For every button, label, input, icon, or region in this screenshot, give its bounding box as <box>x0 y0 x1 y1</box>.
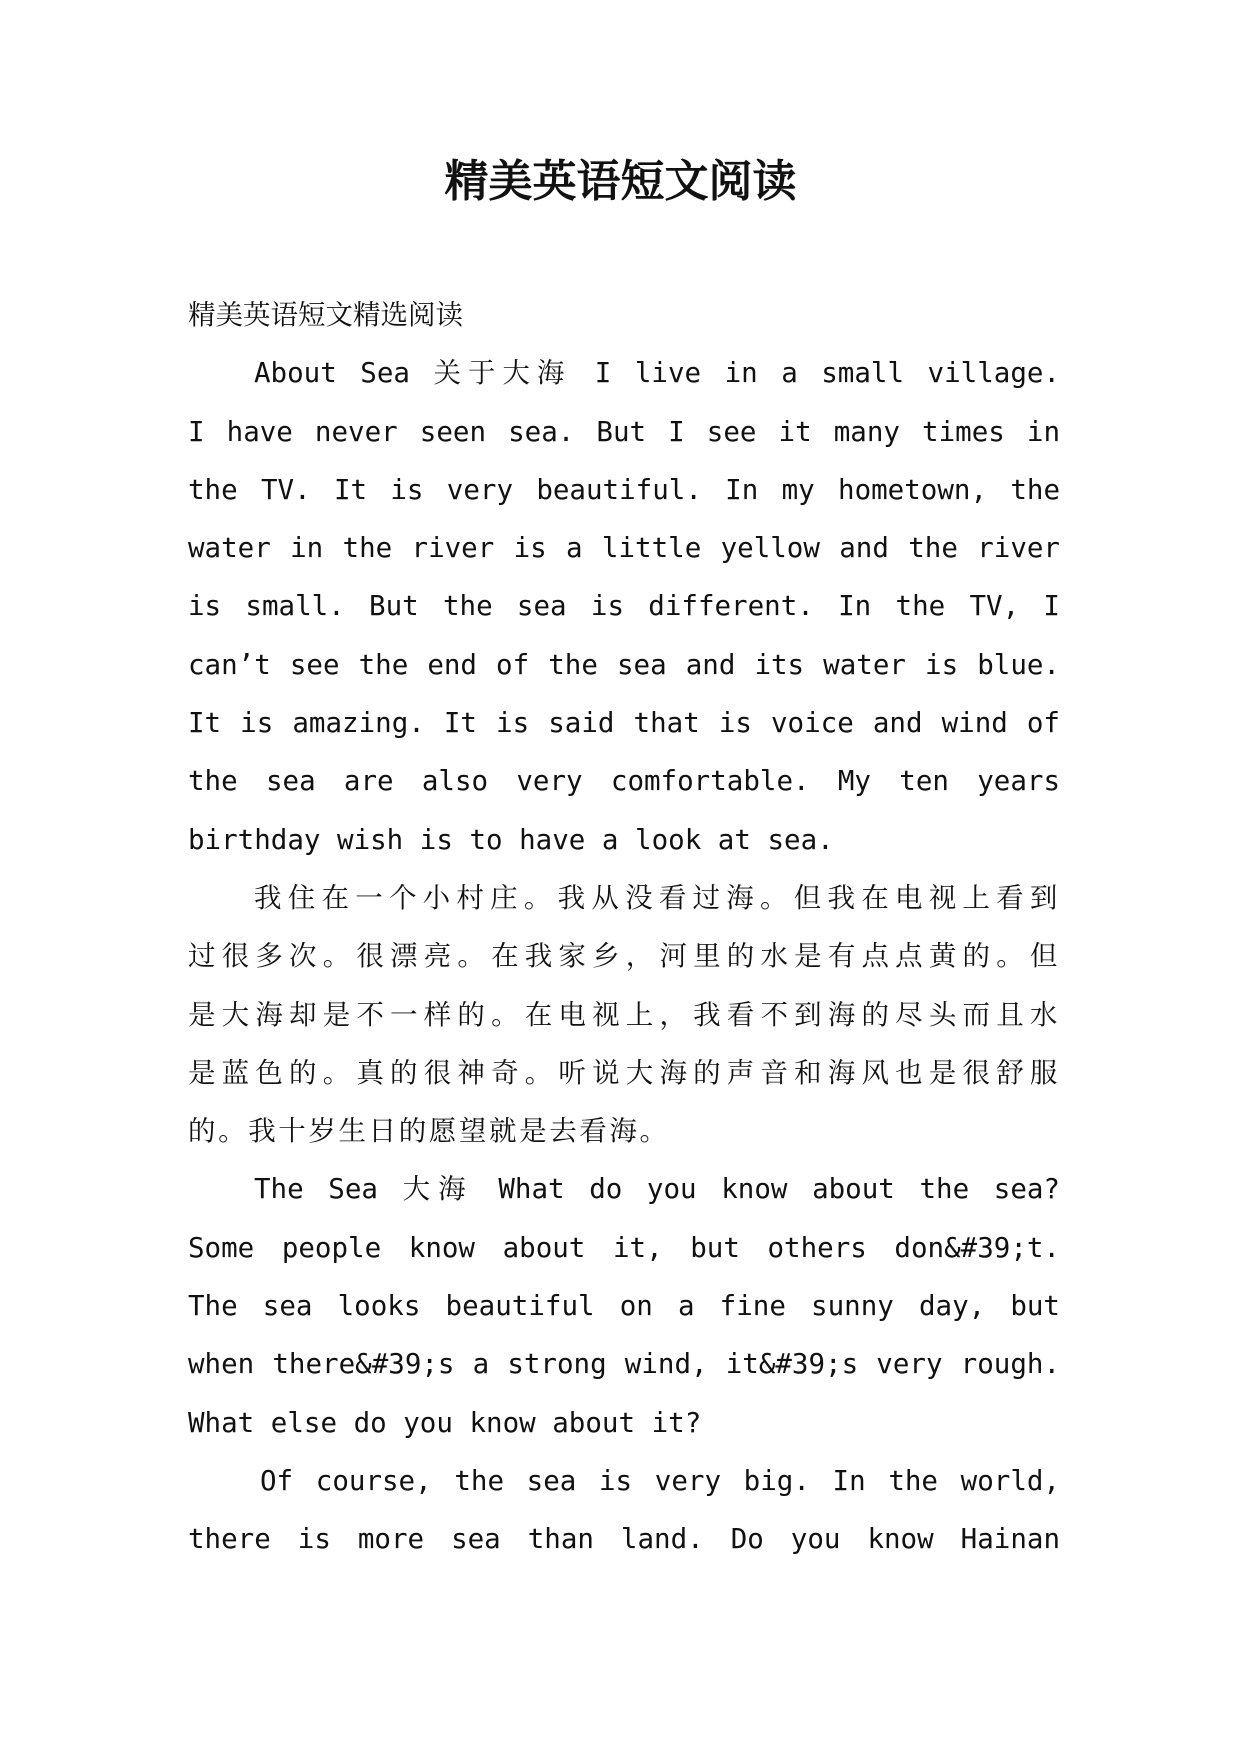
document-body <box>188 286 1060 1569</box>
text-line: The sea looks beautiful on a fine sunny day, but <box>188 1290 1060 1323</box>
paragraph-chinese-translation <box>188 869 1060 1160</box>
text-line: I have never seen sea. But I see it many times in <box>188 415 1060 448</box>
text-line: The Sea 大海 What do you know about the sea? <box>254 1173 1060 1206</box>
text-line: About Sea 关于大海 I live in a small village. <box>254 357 1060 390</box>
text-line: birthday wish is to have a look at sea. <box>188 823 834 856</box>
text-line: 过很多次。很漂亮。在我家乡，河里的水是有点点黄的。但 <box>188 940 1060 973</box>
text-line: Some people know about it, but others don&#39;t. <box>188 1231 1060 1264</box>
text-line: Of course, the sea is very big. In the world, <box>260 1464 1060 1497</box>
text-line: 是大海却是不一样的。在电视上，我看不到海的尽头而且水 <box>188 998 1060 1031</box>
text-line: It is amazing. It is said that is voice and wind of <box>188 707 1060 740</box>
text-line: there is more sea than land. Do you know Hainan <box>188 1523 1060 1556</box>
text-line: 我住在一个小村庄。我从没看过海。但我在电视上看到 <box>254 881 1060 914</box>
text-line: water in the river is a little yellow and the river <box>188 532 1060 565</box>
document-title: 精美英语短文阅读 <box>444 156 797 207</box>
text-line: can’t see the end of the sea and its water is blue. <box>188 648 1060 681</box>
text-line: 的。我十岁生日的愿望就是去看海。 <box>188 1115 670 1148</box>
paragraph-the-sea <box>188 1160 1060 1451</box>
text-line: the TV. It is very beautiful. In my hometown, the <box>188 473 1060 506</box>
text-line: 是蓝色的。真的很神奇。听说大海的声音和海风也是很舒服 <box>188 1056 1060 1089</box>
text-line: when there&#39;s a strong wind, it&#39;s very rough. <box>188 1348 1060 1381</box>
text-line: is small. But the sea is different. In the TV, I <box>188 590 1060 623</box>
paragraph-about-sea <box>188 344 1060 869</box>
text-line: What else do you know about it? <box>188 1406 702 1439</box>
text-line: the sea are also very comfortable. My ten years <box>188 765 1060 798</box>
document-subtitle: 精美英语短文精选阅读 <box>188 299 463 331</box>
paragraph-of-course <box>188 1452 1060 1569</box>
